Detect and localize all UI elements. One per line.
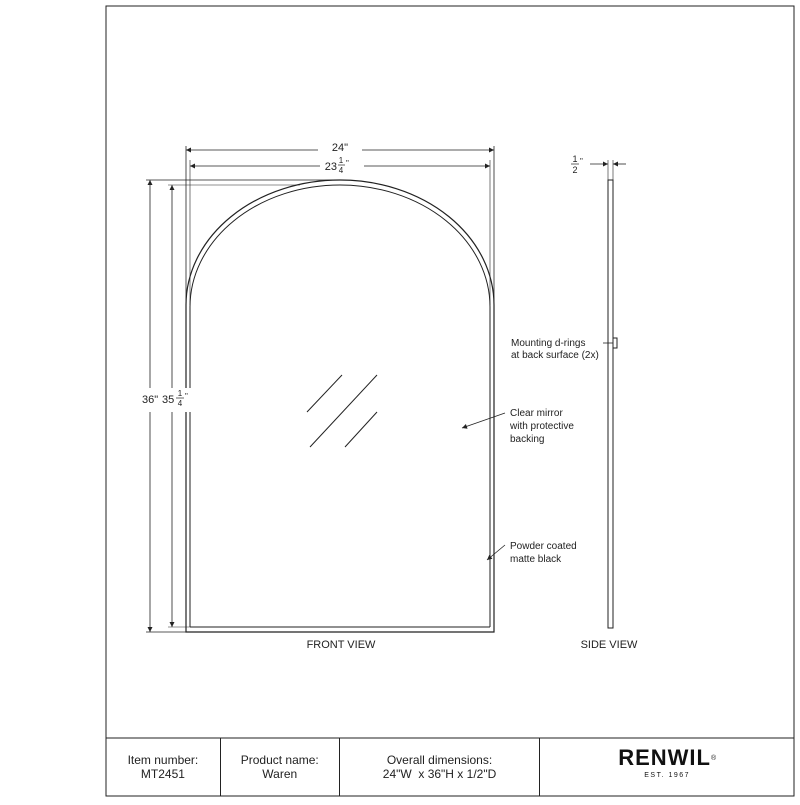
overall-dimensions-cell — [339, 738, 540, 796]
title-block — [106, 738, 794, 796]
side-view-label: SIDE VIEW — [580, 639, 638, 651]
overall-dimensions-label: Overall dimensions: — [386, 753, 493, 767]
brand-name: RENWIL — [618, 745, 711, 770]
front-view — [138, 140, 494, 651]
mirror-leader-line — [462, 413, 505, 428]
inner-width-frac-den: 4 — [338, 166, 344, 175]
overall-height-label: 36" — [142, 394, 159, 406]
mirror-outer-frame — [186, 180, 494, 632]
inner-height-whole: 35 — [162, 394, 175, 406]
product-name-value: Waren — [262, 767, 298, 781]
overall-dimensions-value: 24"W x 36"H x 1/2"D — [382, 767, 497, 781]
overall-width-label: 24" — [331, 142, 349, 154]
mirror-callout-line1: Clear mirror — [510, 408, 563, 419]
product-name-cell — [220, 738, 339, 796]
mirror-inner-edge — [190, 185, 490, 627]
depth-frac-num: 1 — [572, 154, 578, 164]
inner-width-inch-mark: " — [346, 159, 349, 168]
item-number-value: MT2451 — [140, 767, 185, 781]
front-view-label: FRONT VIEW — [306, 639, 376, 651]
brand-cell — [539, 738, 794, 796]
sheet-border — [106, 6, 794, 796]
side-profile — [608, 180, 613, 628]
reflection-line-1 — [307, 375, 342, 412]
mirror-callout-line2: with protective — [510, 421, 574, 432]
depth-inch-mark: " — [580, 157, 583, 166]
inner-height-frac-den: 4 — [177, 399, 183, 408]
inner-width-whole: 23 — [324, 161, 337, 173]
brand-logo — [618, 745, 717, 770]
inner-height-inch-mark: " — [185, 392, 188, 401]
callouts — [462, 338, 599, 565]
reflection-line-2 — [310, 375, 377, 447]
side-view — [571, 154, 638, 651]
product-name-label: Product name: — [240, 753, 319, 767]
item-number-label: Item number: — [127, 753, 199, 767]
reflection-line-3 — [345, 412, 377, 447]
item-number-cell — [106, 738, 220, 796]
inner-width-frac-num: 1 — [338, 156, 344, 165]
mounting-callout-line1: Mounting d-rings — [511, 338, 586, 349]
brand-registered-mark: ® — [710, 755, 717, 762]
brand-established: EST. 1967 — [644, 772, 691, 779]
frame-callout-line1: Powder coated — [510, 541, 577, 552]
mounting-callout-line2: at back surface (2x) — [511, 350, 599, 361]
frame-callout-line2: matte black — [510, 554, 562, 565]
depth-frac-den: 2 — [572, 165, 578, 175]
inner-height-frac-num: 1 — [177, 389, 183, 398]
d-ring — [613, 338, 617, 348]
mirror-callout-line3: backing — [510, 434, 545, 445]
